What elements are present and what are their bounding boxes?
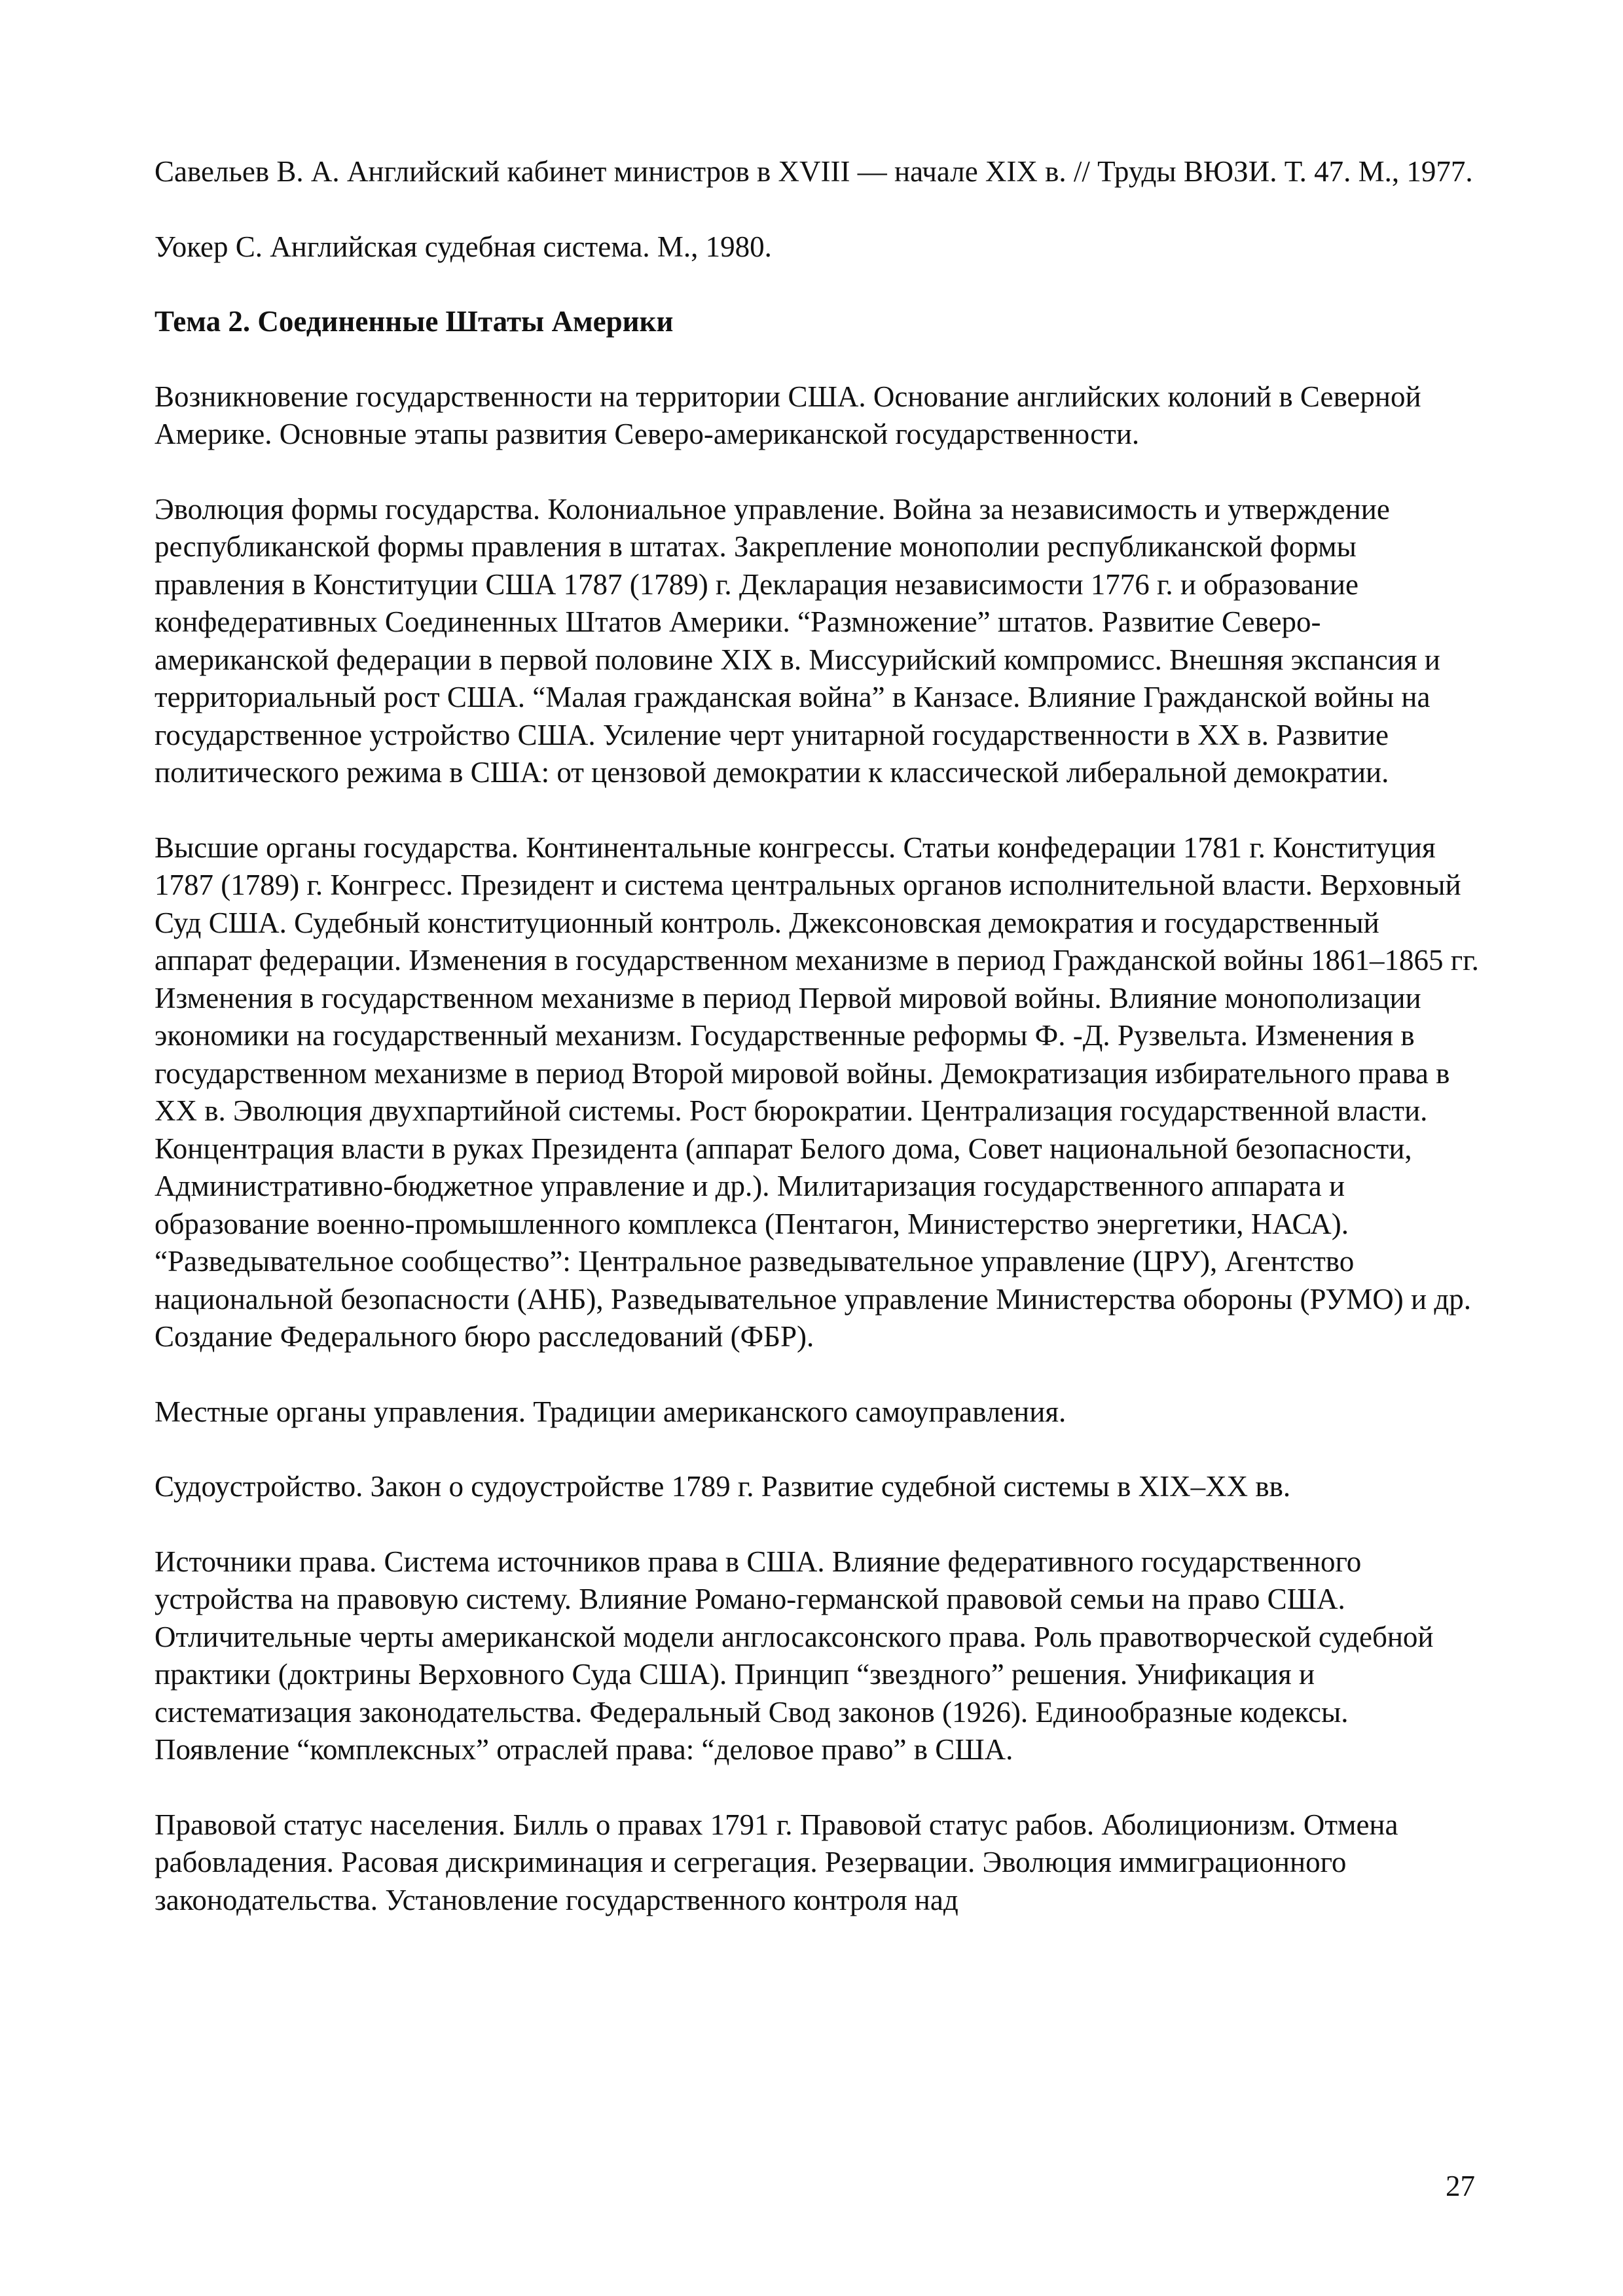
paragraph-legal-status: Правовой статус населения. Билль о правах 1791 г. Правовой статус рабов. Аболиционизм. Отмена рабовладения. Расовая дискриминация и сегрегация. Резервации. Эволюция иммиграционного законодательства. Установление государственного контроля над (155, 1808, 1398, 1916)
page-number: 27 (1446, 2170, 1475, 2202)
reference-walker: Уокер С. Английская судебная система. М., 1980. (155, 230, 772, 263)
paragraph-local-government: Местные органы управления. Традиции американского самоуправления. (155, 1395, 1067, 1428)
paragraph-form-of-state: Эволюция формы государства. Колониальное управление. Война за независимость и утверждение республиканской формы правления в штатах. Закрепление монополии республиканской формы правления в Конституции США 1787 (1789) г. Декларация независимости 1776 г. и образование конфедеративных Соединенных Штатов Америки. “Размножение” штатов. Развитие Северо-американской федерации в первой половине XIX в. Миссурийский компромисс. Внешняя экспансия и территориальный рост США. “Малая гражданская война” в Канзасе. Влияние Гражданской войны на государственное устройство США. Усиление черт унитарной государственности в XX в. Развитие политического режима в США: от цензовой демократии к классической либеральной демократии. (155, 492, 1440, 789)
reference-savelyev: Савельев В. А. Английский кабинет министров в XVIII — начале XIX в. // Труды ВЮЗИ. Т. 47. М., 1977. (155, 155, 1473, 188)
paragraph-higher-bodies: Высшие органы государства. Континентальные конгрессы. Статьи конфедерации 1781 г. Конституция 1787 (1789) г. Конгресс. Президент и система центральных органов исполнительной власти. Верховный Суд США. Судебный конституционный контроль. Джексоновская демократия и государственный аппарат федерации. Изменения в государственном механизме в период Гражданской войны 1861–1865 гг. Изменения в государственном механизме в период Первой мировой войны. Влияние монополизации экономики на государственный механизм. Государственные реформы Ф. -Д. Рузвельта. Изменения в государственном механизме в период Второй мировой войны. Демократизация избирательного права в XX в. Эволюция двухпартийной системы. Рост бюрократии. Централизация государственной власти. Концентрация власти в руках Президента (аппарат Белого дома, Совет национальной безопасности, Административно-бюджетное управление и др.). Милитаризация государственного аппарата и образование военно-промышленного комплекса (Пентагон, Министерство энергетики, НАСА). “Разведывательное сообщество”: Центральное разведывательное управление (ЦРУ), Агентство национальной безопасности (АНБ), Разведывательное управление Министерства обороны (РУМО) и др. Создание Федерального бюро расследований (ФБР). (155, 831, 1479, 1353)
paragraph-sources-of-law: Источники права. Система источников права в США. Влияние федеративного государственного устройства на правовую систему. Влияние Романо-германской правовой семьи на право США. Отличительные черты американской модели англосаксонского права. Роль правотворческой судебной практики (доктрины Верховного Суда США). Принцип “звездного” решения. Унификация и систематизация законодательства. Федеральный Свод законов (1926). Единообразные кодексы. Появление “комплексных” отраслей права: “деловое право” в США. (155, 1545, 1434, 1766)
page-content (155, 153, 1481, 1956)
paragraph-origin: Возникновение государственности на территории США. Основание английских колоний в Северной Америке. Основные этапы развития Северо-американской государственности. (155, 380, 1421, 450)
section-heading: Тема 2. Соединенные Штаты Америки (155, 305, 674, 338)
paragraph-judiciary: Судоустройство. Закон о судоустройстве 1789 г. Развитие судебной системы в XIX–XX вв. (155, 1470, 1291, 1503)
